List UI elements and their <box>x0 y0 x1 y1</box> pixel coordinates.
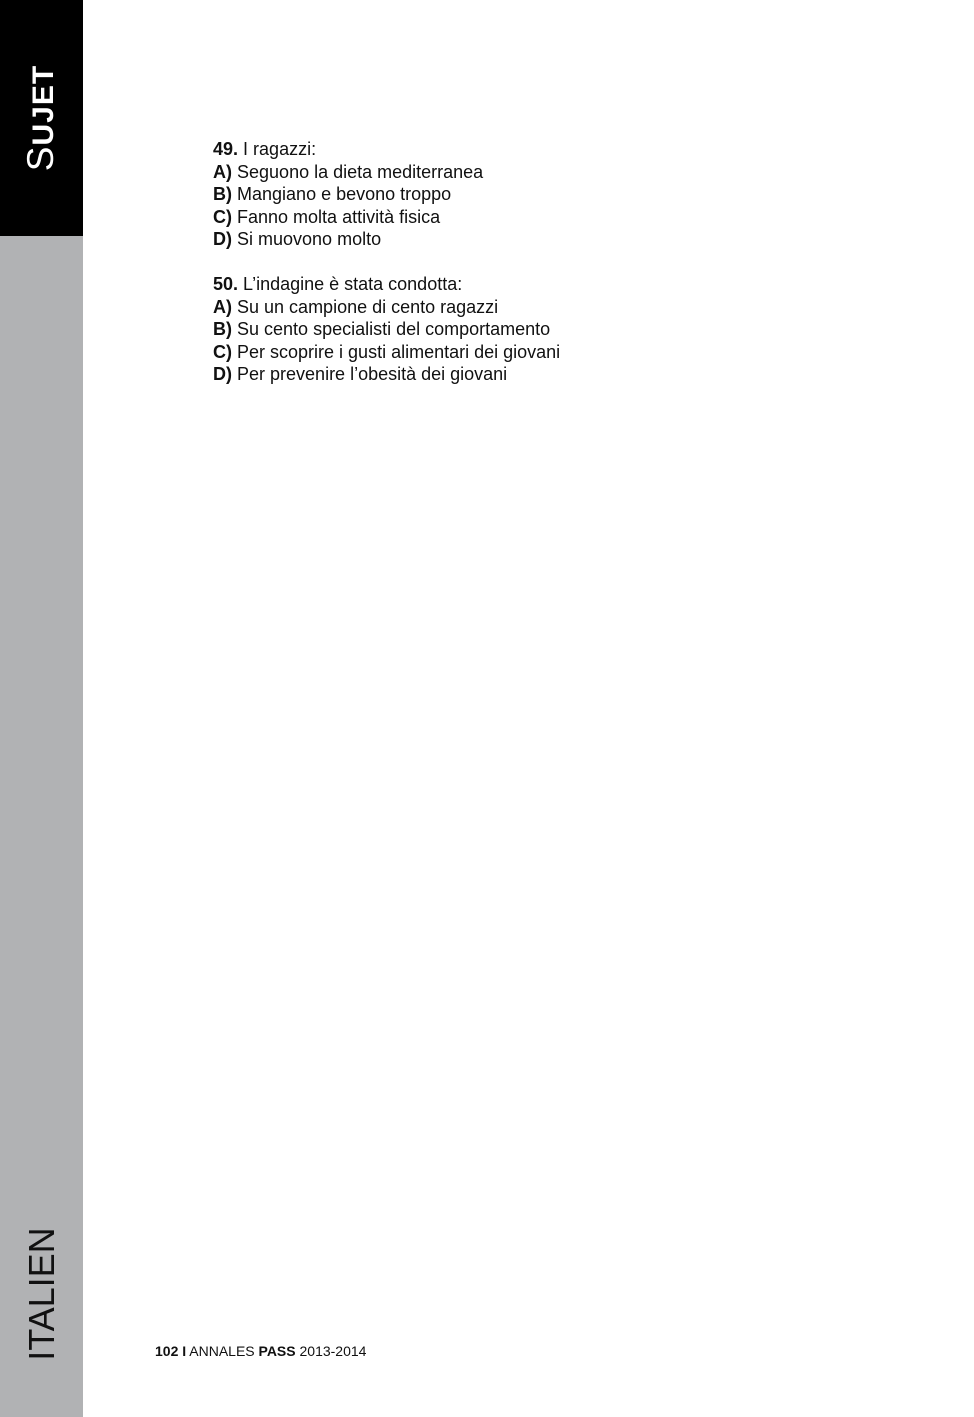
option-text: Fanno molta attività fisica <box>237 206 441 227</box>
question-list <box>213 138 913 408</box>
option-key: C) <box>213 341 232 362</box>
question-50 <box>213 273 913 386</box>
question-stem <box>213 138 913 161</box>
option-key: A) <box>213 296 232 317</box>
section-label-rest: UJET <box>27 64 60 146</box>
option-key: D) <box>213 364 232 384</box>
question-number: 50. <box>213 274 239 294</box>
footer-pass: PASS <box>258 1343 296 1359</box>
option-key: C) <box>213 206 232 227</box>
footer-annales: ANNALES <box>189 1343 255 1359</box>
footer-separator: I <box>182 1343 187 1359</box>
footer-years: 2013-2014 <box>299 1343 367 1359</box>
subject-label: ITALIEN <box>21 1227 62 1361</box>
option-text: Su cento specialisti del comportamento <box>237 319 551 339</box>
option-key: B) <box>213 319 232 339</box>
answer-option-b <box>213 183 913 206</box>
answer-option-c <box>213 206 913 229</box>
page-number: 102 <box>155 1343 179 1359</box>
option-text: Si muovono molto <box>237 229 382 249</box>
option-text: Mangiano e bevono troppo <box>237 184 452 204</box>
page-footer <box>155 1343 366 1359</box>
option-text: Per scoprire i gusti alimentari dei giovani <box>237 341 561 362</box>
option-text: Seguono la dieta mediterranea <box>237 161 484 182</box>
answer-option-a <box>213 161 913 184</box>
option-key: D) <box>213 229 232 249</box>
option-key: A) <box>213 161 232 182</box>
question-text: I ragazzi: <box>243 139 317 159</box>
answer-option-d <box>213 363 913 386</box>
sidebar <box>0 0 83 1417</box>
option-text: Per prevenire l’obesità dei giovani <box>237 364 508 384</box>
question-text: L’indagine è stata condotta: <box>243 274 463 294</box>
option-key: B) <box>213 184 232 204</box>
question-49 <box>213 138 913 251</box>
answer-option-c <box>213 341 913 364</box>
option-text: Su un campione di cento ragazzi <box>237 296 499 317</box>
answer-option-b <box>213 318 913 341</box>
section-label-initial: S <box>20 145 61 172</box>
answer-option-a <box>213 296 913 319</box>
question-stem <box>213 273 913 296</box>
answer-option-d <box>213 228 913 251</box>
section-label <box>20 65 62 171</box>
question-number: 49. <box>213 139 239 159</box>
